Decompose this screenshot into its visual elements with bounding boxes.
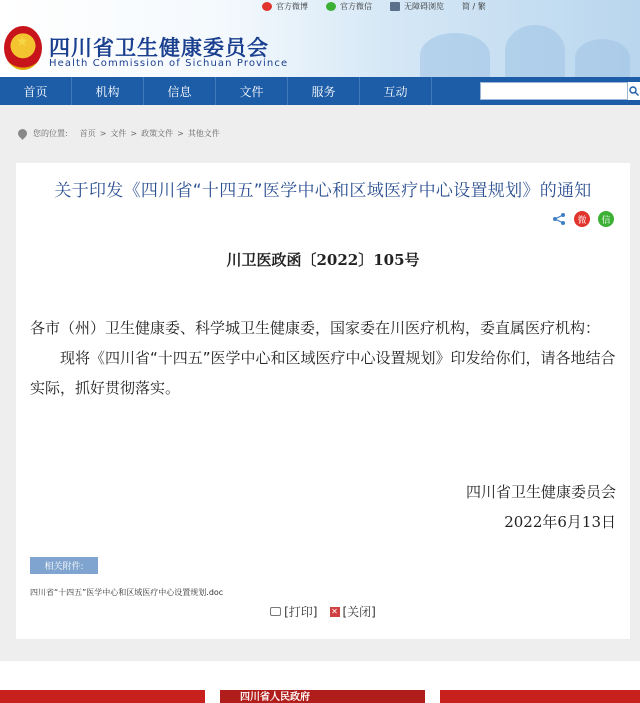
- footer-banner-right[interactable]: [440, 690, 640, 703]
- nav-item-information[interactable]: 信息: [144, 77, 216, 105]
- article-paragraph: 现将《四川省“十四五”医学中心和区域医疗中心设置规划》印发给你们，请各地结合实际，抓好贯彻落实。: [30, 349, 616, 397]
- breadcrumb: [18, 128, 220, 139]
- location-pin-icon: [16, 127, 29, 140]
- nav-item-interaction[interactable]: 互动: [360, 77, 432, 105]
- nav-item-organization[interactable]: 机构: [72, 77, 144, 105]
- search-icon: [629, 86, 639, 96]
- language-toggle-label: 简 / 繁: [462, 1, 486, 11]
- search-input[interactable]: [480, 82, 628, 100]
- share-buttons: [552, 211, 614, 227]
- printer-icon: [270, 607, 281, 616]
- article-paragraph: 各市（州）卫生健康委、科学城卫生健康委，国家委在川医疗机构，委直属医疗机构：: [30, 319, 601, 337]
- search-box: [480, 77, 640, 105]
- article-date: 2022年6月13日: [504, 513, 616, 531]
- close-label: [关闭]: [342, 605, 376, 619]
- header-decoration: [575, 39, 630, 77]
- article-card: [16, 163, 630, 639]
- breadcrumb-separator: >: [99, 129, 107, 138]
- attachments-label: 相关附件:: [30, 557, 98, 574]
- footer-banner-label: 四川省人民政府: [240, 692, 310, 703]
- share-icon[interactable]: [552, 212, 566, 226]
- close-icon: ✕: [331, 606, 338, 616]
- nav-item-home[interactable]: 首页: [0, 77, 72, 105]
- article-signature: 四川省卫生健康委员会: [465, 483, 616, 501]
- accessibility-link[interactable]: [390, 1, 444, 12]
- breadcrumb-other-documents[interactable]: 其他文件: [187, 129, 220, 138]
- breadcrumb-separator: >: [177, 129, 184, 138]
- wechat-link-label: 官方微信: [340, 1, 372, 11]
- monitor-icon: [390, 2, 400, 11]
- footer-banner-left[interactable]: [0, 690, 205, 703]
- attachment-link[interactable]: 四川省“十四五”医学中心和区域医疗中心设置规划.doc: [30, 588, 224, 597]
- weibo-share-icon[interactable]: 微: [574, 211, 590, 227]
- breadcrumb-policy-documents[interactable]: 政策文件: [141, 129, 174, 138]
- print-label: [打印]: [284, 605, 318, 619]
- wechat-share-icon[interactable]: 信: [598, 211, 614, 227]
- site-subtitle: Health Commission of Sichuan Province: [49, 58, 289, 69]
- close-button[interactable]: [330, 603, 376, 620]
- header-top-links: [262, 0, 486, 12]
- main-nav: [0, 77, 640, 105]
- breadcrumb-prefix: 您的位置:: [33, 129, 68, 138]
- weibo-link-label: 官方微博: [276, 1, 308, 11]
- national-emblem-icon: ★: [4, 26, 42, 70]
- wechat-link[interactable]: [326, 1, 372, 12]
- weibo-link[interactable]: [262, 1, 308, 12]
- breadcrumb-home[interactable]: 首页: [79, 129, 96, 138]
- footer-banner-sichuan-government[interactable]: [220, 690, 425, 703]
- nav-item-documents[interactable]: 文件: [216, 77, 288, 105]
- site-title[interactable]: 四川省卫生健康委员会: [49, 36, 269, 60]
- article-title: 关于印发《四川省“十四五”医学中心和区域医疗中心设置规划》的通知: [54, 181, 592, 201]
- header-decoration: [505, 25, 565, 77]
- site-header: [0, 0, 640, 77]
- article-signature-block: [466, 477, 616, 537]
- print-button[interactable]: [270, 603, 317, 620]
- document-number: 川卫医政函〔2022〕105号: [226, 251, 420, 269]
- breadcrumb-separator: >: [130, 129, 138, 138]
- wechat-icon: [326, 2, 336, 11]
- language-toggle[interactable]: [462, 1, 486, 12]
- accessibility-link-label: 无障碍浏览: [404, 1, 444, 11]
- weibo-icon: [262, 2, 272, 11]
- article-actions: [16, 603, 630, 620]
- article-body: [30, 313, 620, 403]
- nav-item-services[interactable]: 服务: [288, 77, 360, 105]
- search-button[interactable]: [628, 82, 640, 100]
- header-decoration: [420, 33, 490, 77]
- breadcrumb-documents[interactable]: 文件: [110, 129, 127, 138]
